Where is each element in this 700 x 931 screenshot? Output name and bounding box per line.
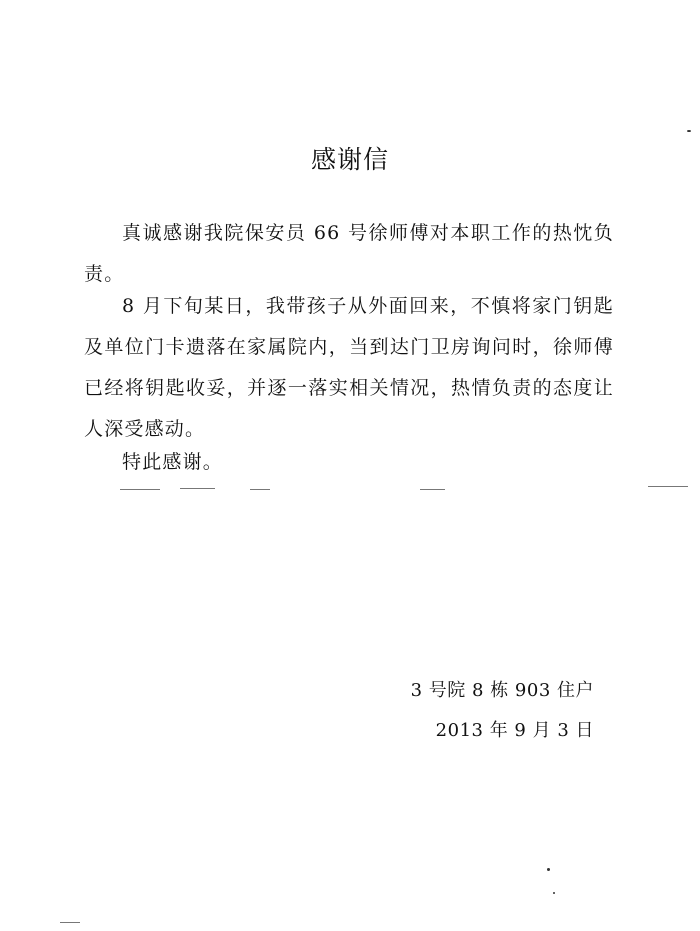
signature: 3 号院 8 栋 903 住户 xyxy=(410,680,594,701)
letter-title: 感谢信 xyxy=(310,145,389,174)
letter-date: 2013 年 9 月 3 日 xyxy=(435,720,594,741)
scan-line xyxy=(180,488,215,489)
scan-line xyxy=(420,489,445,490)
letter-paragraph-2: 8 月下旬某日，我带孩子从外面回来，不慎将家门钥匙及单位门卡遗落在家属院内，当到达门卫房询问时，徐师傅已经将钥匙收妥，并逐一落实相关情况，热情负责的态度让人深受感动。 xyxy=(84,295,614,440)
scan-speck xyxy=(687,130,691,132)
scan-line xyxy=(648,486,688,487)
letter-paragraph-1: 真诚感谢我院保安员 66 号徐师傅对本职工作的热忱负责。 xyxy=(84,222,614,285)
scan-line xyxy=(250,489,270,490)
letter-paragraph-3: 特此感谢。 xyxy=(122,451,224,473)
scan-speck xyxy=(553,892,555,894)
scan-line xyxy=(60,922,80,923)
scan-line xyxy=(120,489,160,490)
scan-speck xyxy=(547,868,550,871)
